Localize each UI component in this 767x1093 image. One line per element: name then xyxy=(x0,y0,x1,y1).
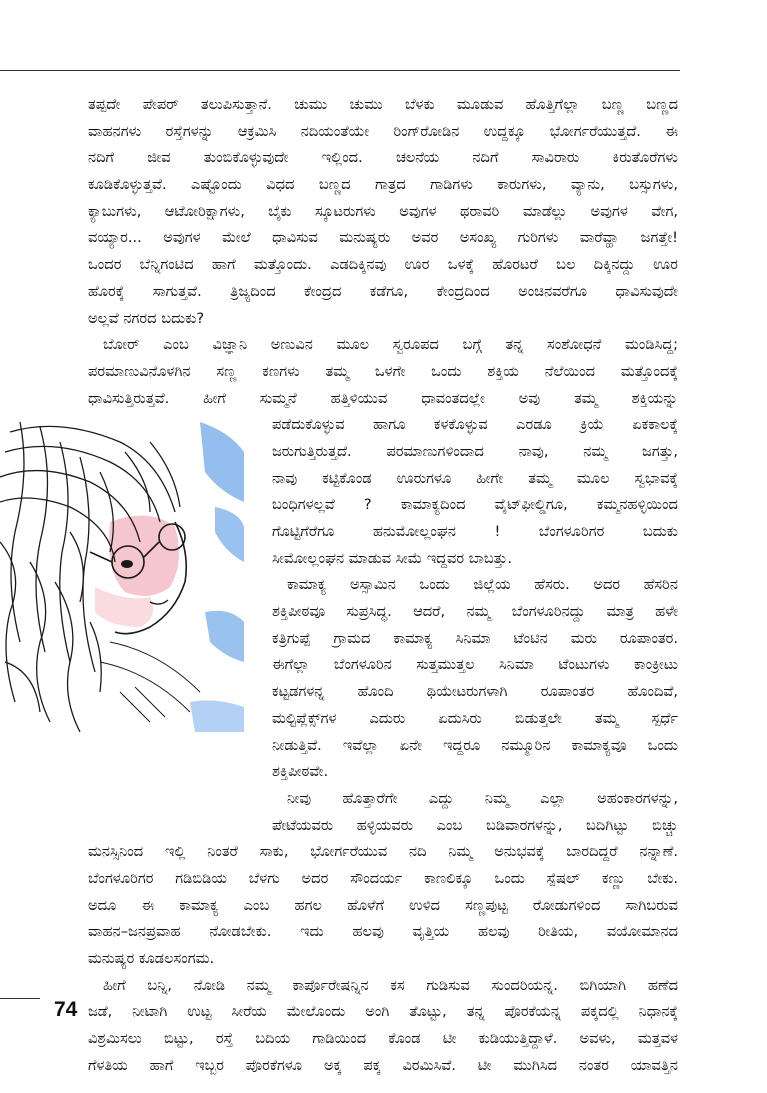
text-line: ತಪ್ಪದೇ ಪೇಪರ್ ತಲುಪಿಸುತ್ತಾನೆ. ಚುಮು ಚುಮು ಬೆಳಕು ಮೂಡುವ ಹೊತ್ತಿಗೆಲ್ಲಾ ಬಣ್ಣ ಬಣ್ಣದ xyxy=(88,96,678,113)
text-line: ಈಗೆಲ್ಲಾ ಬೆಂಗಳೂರಿನ ಸುತ್ತಮುತ್ತಲ ಸಿನಿಮಾ ಟೆಂಟುಗಳು ಕಾಂಕ್ರೀಟು xyxy=(272,656,678,674)
paragraph xyxy=(88,92,678,332)
text-line: ಜಡೆ, ನೀಟಾಗಿ ಉಟ್ಟ ಸೀರೆಯ ಮೇಲೊಂದು ಅಂಗಿ ತೊಟ್ಟು, ತನ್ನ ಪೊರಕೆಯನ್ನ ಪಕ್ಕದಲ್ಲಿ ನಿಧಾನಕ್ಕೆ xyxy=(88,1003,678,1021)
text-line: ಅದೂ ಈ ಕಾಮಾಕ್ಯ ಎಂಬ ಹಗಲ ಹೊಳೆಗೆ ಉಳಿದ ಸಣ್ಣಪುಟ್ಟ ರೋಡುಗಳಿಂದ ಸಾಗಿಬರುವ xyxy=(88,896,678,914)
text-line: ನಾವು ಕಟ್ಟಿಕೊಂಡ ಊರುಗಳೂ ಹೀಗೇ ತಮ್ಮ ಮೂಲ ಸ್ವಭಾವಕ್ಕೆ xyxy=(272,469,678,487)
text-line: ಕ್ಯಾಬುಗಳು, ಆಟೋರಿಕ್ಷಾಗಳು, ಬೈಕು ಸ್ಕೂಟರುಗಳು ಅವುಗಳ ಥರಾವರಿ ಮಾಡೆಲ್ಲು ಅವುಗಳ ವೇಗ, xyxy=(88,202,678,220)
text-line: ಶಕ್ತಿಪೀಠವೇ. xyxy=(272,763,329,781)
paragraph xyxy=(88,973,678,1080)
header-rule xyxy=(0,70,680,71)
text-line: ವಾಹನಗಳು ರಸ್ತೆಗಳನ್ನು ಆಕ್ರಮಿಸಿ ನದಿಯಂತೆಯೇ ರಿಂಗ್‌ರೋಡಿನ ಉದ್ದಕ್ಕೂ ಭೋರ್ಗರೆಯುತ್ತದೆ. ಈ xyxy=(88,122,678,140)
text-line: ಹೀಗೆ ಬನ್ನಿ, ನೋಡಿ ನಮ್ಮ ಕಾರ್ಪೊರೇಷನ್ನಿನ ಕಸ ಗುಡಿಸುವ ಸುಂದರಿಯನ್ನ. ಬಿಗಿಯಾಗಿ ಹಣೆದ xyxy=(103,976,678,994)
text-line: ಬಂಧಿಗಳಲ್ಲವೆ ? ಕಾಮಾಕ್ಯದಿಂದ ವೈಟ್‌ಫೀಲ್ಡಿಗೂ, ಕಮ್ಮನಹಳ್ಳಿಯಿಂದ xyxy=(272,496,678,514)
text-line: ಪೇಟೆಯವರು ಹಳ್ಳಿಯವರು ಎಂಬ ಬಡಿವಾರಗಳನ್ನು, ಬದಿಗಿಟ್ಟು ಬಿಚ್ಚು xyxy=(272,816,678,834)
text-line: ಒಂದರ ಬೆನ್ನಿಗಂಟಿದ ಹಾಗೆ ಮತ್ತೊಂದು. ಎಡದಿಕ್ಕಿನವು ಊರ ಒಳಕ್ಕೆ ಹೊರಟರೆ ಬಲ ದಿಕ್ಕಿನದ್ದು ಊರ xyxy=(88,256,678,274)
text-line: ಜರುಗುತ್ತಿರುತ್ತದೆ. ಪರಮಾಣುಗಳಿಂದಾದ ನಾವು, ನಮ್ಮ ಜಗತ್ತು, xyxy=(272,442,678,460)
text-line: ಬೆಂಗಳೂರಿಗರ ಗಡಿಬಿಡಿಯ ಬೆಳಗು ಅದರ ಸೌಂದರ್ಯ ಕಾಣಲಿಕ್ಕೂ ಒಂದು ಸ್ಪೆಷಲ್ ಕಣ್ಣು ಬೇಕು. xyxy=(88,869,678,887)
text-line: ಗೆಳತಿಯ ಹಾಗೆ ಇಬ್ಬರ ಪೊರಕೆಗಳೂ ಅಕ್ಕ ಪಕ್ಕ ವಿರಮಿಸಿವೆ. ಟೀ ಮುಗಿಸಿದ ನಂತರ ಯಾವತ್ತಿನ xyxy=(88,1056,678,1074)
paragraph xyxy=(88,332,678,572)
text-line: ವಾಹನ–ಜನಪ್ರವಾಹ ನೋಡಬೇಕು. ಇದು ಹಲವು ವೃತ್ತಿಯ ಹಲವು ರೀತಿಯ, ವಯೋಮಾನದ xyxy=(88,923,678,941)
text-line: ಗೊಟ್ಟಿಗೆರೆಗೂ ಹನುಮೋಲ್ಲಂಘನ ! ಬೆಂಗಳೂರಿಗರ ಬದುಕು xyxy=(272,523,678,540)
text-line: ನೀವು ಹೊತ್ತಾರೆಗೇ ಎದ್ದು ನಿಮ್ಮ ಎಲ್ಲಾ ಅಹಂಕಾರಗಳನ್ನು, xyxy=(287,789,678,807)
text-line: ವಯ್ಯಾರ... ಅವುಗಳ ಮೇಲೆ ಧಾವಿಸುವ ಮನುಷ್ಯರು ಅವರ ಅಸಂಖ್ಯ ಗುರಿಗಳು ವಾರೆವ್ಹಾ ಜಗತ್ತೇ! xyxy=(88,229,678,247)
text-line: ಶಕ್ತಿಪೀಠವೂ ಸುಪ್ರಸಿದ್ಧ. ಆದರೆ, ನಮ್ಮ ಬೆಂಗಳೂರಿನದ್ದು ಮಾತ್ರ ಹಳೇ xyxy=(272,603,678,621)
article-body xyxy=(88,92,678,1079)
text-line: ಕಾಮಾಕ್ಯ ಅಸ್ಸಾಮಿನ ಒಂದು ಜಿಲ್ಲೆಯ ಹೆಸರು. ಅದರ ಹೆಸರಿನ xyxy=(287,576,678,594)
footer-rule xyxy=(0,998,40,999)
text-line: ಕಟ್ಟಡಗಳನ್ನ ಹೊಂದಿ ಥಿಯೇಟರುಗಳಾಗಿ ರೂಪಾಂತರ ಹೊಂದಿವೆ, xyxy=(272,683,678,701)
text-line: ನೀಡುತ್ತಿವೆ. ಇವೆಲ್ಲಾ ಏನೇ ಇದ್ದರೂ ನಮ್ಮೂರಿನ ಕಾಮಾಕ್ಯವೂ ಒಂದು xyxy=(272,736,678,754)
text-line: ಕೂಡಿಕೊಳ್ಳುತ್ತವೆ. ಎಷ್ಟೊಂದು ವಿಧದ ಬಣ್ಣದ ಗಾತ್ರದ ಗಾಡಿಗಳು ಕಾರುಗಳು, ವ್ಯಾನು, ಬಸ್ಸುಗಳು, xyxy=(88,176,678,194)
text-line: ಸೀಮೋಲ್ಲಂಘನ ಮಾಡುವ ಸೀಮೆ ಇದ್ದವರ ಬಾಬತ್ತು. xyxy=(272,549,513,567)
text-line: ಮಲ್ಟಿಪ್ಲೆಕ್ಸ್‌ಗಳ ಎದುರು ಏದುಸಿರು ಬಿಡುತ್ತಲೇ ತಮ್ಮ ಸ್ಪರ್ಧೆ xyxy=(272,709,678,727)
page-number: 74 xyxy=(54,998,78,1021)
text-line: ಕತ್ರಿಗುಪ್ಪೆ ಗ್ರಾಮದ ಕಾಮಾಕ್ಯ ಸಿನಿಮಾ ಟೆಂಟಿನ ಮರು ರೂಪಾಂತರ. xyxy=(272,629,678,647)
text-line: ಧಾವಿಸುತ್ತಿರುತ್ತವೆ. ಹೀಗೆ ಸುಮ್ಮನೆ ಹತ್ತಿಳಿಯುವ ಧಾವಂತದಲ್ಲೇ ಅವು ತಮ್ಮ ಶಕ್ತಿಯನ್ನು xyxy=(88,389,678,407)
text-line: ಹೊರಕ್ಕೆ ಸಾಗುತ್ತವೆ. ತ್ರಿಜ್ಯದಿಂದ ಕೇಂದ್ರದ ಕಡೆಗೂ, ಕೇಂದ್ರದಿಂದ ಅಂಚಿನವರೆಗೂ ಧಾವಿಸುವುದೇ xyxy=(88,282,678,300)
paragraph xyxy=(88,572,678,786)
text-line: ಮನಸ್ಸಿನಿಂದ ಇಲ್ಲಿ ನಿಂತರೆ ಸಾಕು, ಭೋರ್ಗರೆಯುವ ನದಿ ನಿಮ್ಮ ಅನುಭವಕ್ಕೆ ಬಾರದಿದ್ದರೆ ನನ್ನಾಣೆ. xyxy=(88,843,678,861)
text-line: ಮನುಷ್ಯರ ಕೂಡಲಸಂಗಮ. xyxy=(88,950,215,967)
text-line: ಬೋರ್ ಎಂಬ ವಿಜ್ಞಾನಿ ಅಣುವಿನ ಮೂಲ ಸ್ವರೂಪದ ಬಗ್ಗೆ ತನ್ನ ಸಂಶೋಧನೆ ಮಂಡಿಸಿದ್ದ; xyxy=(103,336,678,354)
text-line: ನದಿಗೆ ಜೀವ ತುಂಬಿಕೊಳ್ಳುವುದೇ ಇಲ್ಲಿಂದ. ಚಲನೆಯ ನದಿಗೆ ಸಾವಿರಾರು ಕಿರುತೊರೆಗಳು xyxy=(88,149,678,167)
text-line: ಪರಮಾಣುವಿನೊಳಗಿನ ಸಣ್ಣ ಕಣಗಳು ತಮ್ಮ ಒಳಗೇ ಒಂದು ಶಕ್ತಿಯ ನೆಲೆಯಿಂದ ಮತ್ತೊಂದಕ್ಕೆ xyxy=(88,362,678,380)
text-line: ಅಲ್ಲವೆ ನಗರದ ಬದುಕು? xyxy=(88,309,205,327)
text-line: ಪಡೆದುಕೊಳ್ಳುವ ಹಾಗೂ ಕಳಕೊಳ್ಳುವ ಎರಡೂ ಕ್ರಿಯೆ ಏಕಕಾಲಕ್ಕೆ xyxy=(272,416,678,434)
text-line: ವಿಶ್ರಮಿಸಲು ಬಿಟ್ಟು, ರಸ್ತೆ ಬದಿಯ ಗಾಡಿಯಿಂದ ಕೊಂಡ ಟೀ ಕುಡಿಯುತ್ತಿದ್ದಾಳೆ. ಅವಳು, ಮತ್ತವಳ xyxy=(88,1030,678,1048)
paragraph xyxy=(88,786,678,973)
